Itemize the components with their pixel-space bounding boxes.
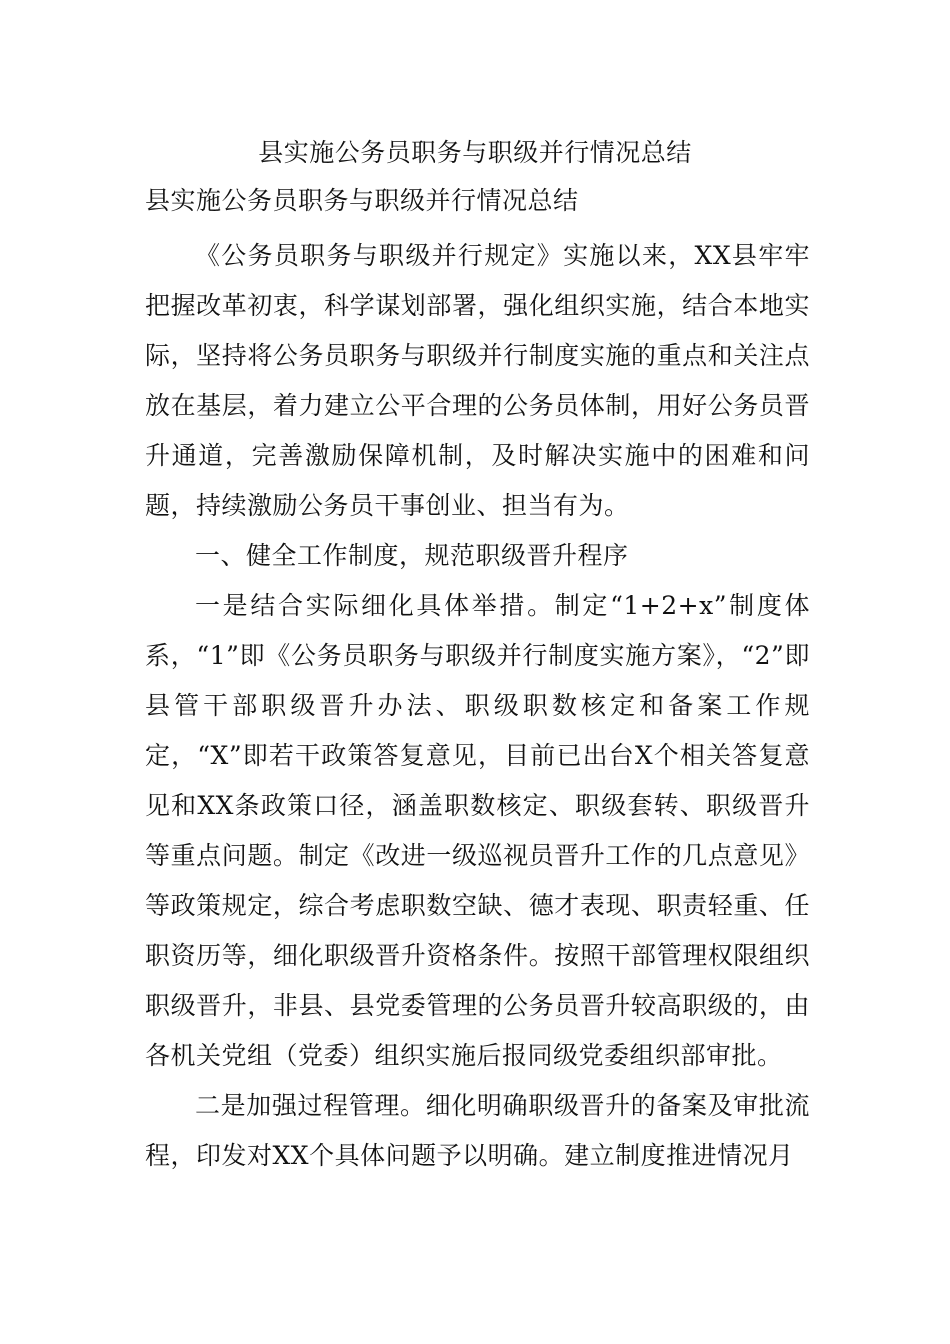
paragraph-process: 二是加强过程管理。细化明确职级晋升的备案及审批流程，印发对XX个具体问题予以明确。建立制度推进情况月 [145,1091,810,1170]
document-body [145,231,810,1181]
section-heading-1: 一、健全工作制度，规范职级晋升程序 [195,541,629,570]
document-subtitle: 县实施公务员职务与职级并行情况总结 [145,186,579,215]
paragraph-intro: 《公务员职务与职级并行规定》实施以来，XX县牢牢把握改革初衷，科学谋划部署，强化组织实施，结合本地实际，坚持将公务员职务与职级并行制度实施的重点和关注点放在基层，着力建立公平合理的公务员体制，用好公务员晋升通道，完善激励保障机制，及时解决实施中的困难和问题，持续激励公务员干事创业、担当有为。 [145,241,810,520]
document-title: 县实施公务员职务与职级并行情况总结 [258,138,692,167]
paragraph-measures: 一是结合实际细化具体举措。制定“1+2+x”制度体系，“1”即《公务员职务与职级并行制度实施方案》，“2”即县管干部职级晋升办法、职级职数核定和备案工作规定，“X”即若干政策答复意见，目前已出台X个相关答复意见和XX条政策口径，涵盖职数核定、职级套转、职级晋升等重点问题。制定《改进一级巡视员晋升工作的几点意见》等政策规定，综合考虑职数空缺、德才表现、职责轻重、任职资历等，细化职级晋升资格条件。按照干部管理权限组织职级晋升，非县、县党委管理的公务员晋升较高职级的，由各机关党组（党委）组织实施后报同级党委组织部审批。 [145,591,810,1070]
